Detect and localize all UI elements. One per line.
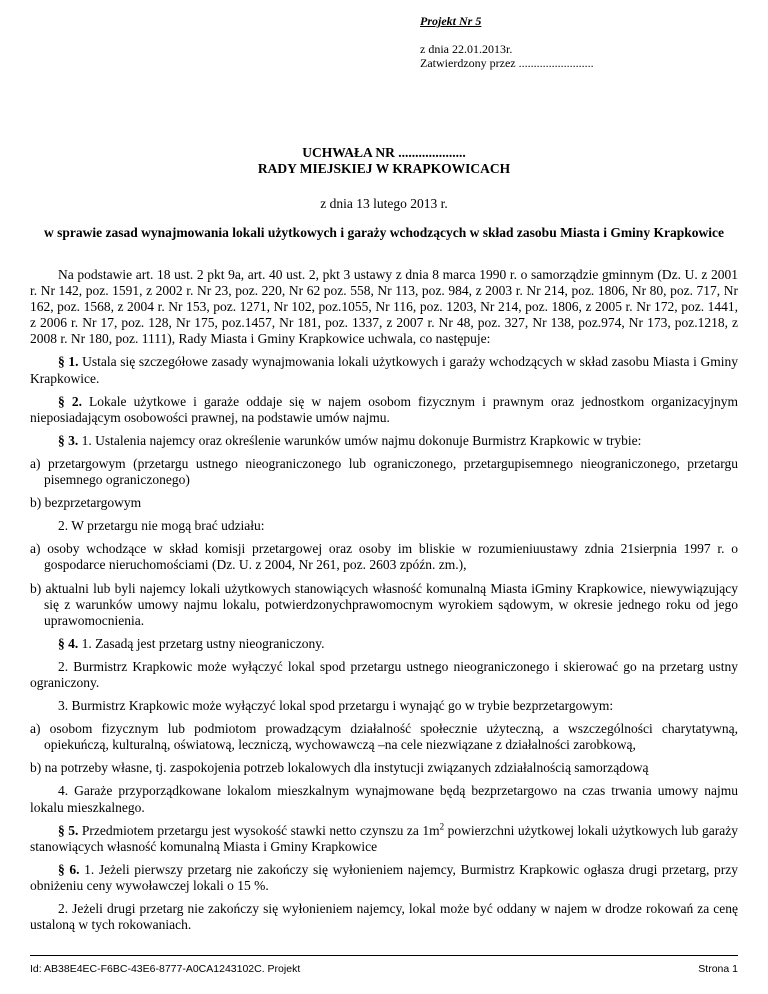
section-4-label: § 4. (58, 635, 79, 651)
section-5-superscript: 2 (439, 821, 445, 832)
resolution-date: z dnia 13 lutego 2013 r. (320, 196, 448, 211)
title-line-1: UCHWAŁA NR .................... (302, 145, 466, 160)
section-1-label: § 1. (58, 354, 79, 370)
section-4-item-2: 2. Burmistrz Krapkowic może wyłączyć lokal spod przetargu ustnego nieograniczonego i skierować go na przetarg ustny ograniczony. (30, 658, 738, 690)
section-6-label: § 6. (58, 861, 80, 877)
project-label: Projekt Nr 5 (420, 14, 482, 28)
section-3 (30, 433, 738, 449)
section-6-text: 1. Jeżeli pierwszy przetarg nie zakończy się wyłonieniem najemcy, Burmistrz Krapkowic ogłasza drugi przetarg, przy obniżeniu ceny wywoławczej lokali o 15 %. (30, 861, 739, 893)
section-2-text: Lokale użytkowe i garaże oddaje się w najem osobom fizycznym i prawnym oraz jednostkom organizacyjnym nieposiadającym osobowości prawnej, na podstawie umów najmu. (30, 393, 739, 425)
title-line-2: RADY MIEJSKIEJ W KRAPKOWICACH (257, 161, 511, 176)
section-5-text-b: powierzchni użytkowej lokali użytkowych lub garaży stanowiących własność komunalną Miasta i Gminy Krapkowice (30, 822, 739, 854)
section-4-text: 1. Zasadą jest przetarg ustny nieograniczony. (81, 635, 325, 651)
preamble: Na podstawie art. 18 ust. 2 pkt 9a, art. 40 ust. 2, pkt 3 ustawy z dnia 8 marca 1990 r. o samorządzie gminnym (Dz. U. z 2001 r. Nr 142, poz. 1591, z 2002 r. Nr 23, poz. 220, Nr 62 poz. 558, Nr 113, poz. 984, z 2003 r. Nr 214, poz. 1806, Nr 80, poz. 717, Nr 162, poz. 1568, z 2004 r. Nr 153, poz. 1271, Nr 102, poz.1055, Nr 116, poz. 1203, Nr 214, poz. 1806, z 2005 r. Nr 172, poz. 1441, z 2006 r. Nr 17, poz. 128, Nr 175, poz.1457, Nr 181, poz. 1337, z 2007 r. Nr 48, poz. 327, Nr 138, poz.974, Nr 173, poz.1218, z 2008 r. Nr 180, poz. 1111), Rady Miasta i Gminy Krapkowice uchwala, co następuje: (30, 267, 738, 347)
page-number: Strona 1 (698, 963, 738, 975)
section-2-label: § 2. (58, 393, 82, 409)
section-3-item-2-point-b: b) aktualni lub byli najemcy lokali użytkowych stanowiących własność komunalną Miasta iGminy Krapkowice, niewywiązujący się z warunków umowy najmu lokalu, potwierdzonychprawomocnym wyrokiem sądowym, w okresie jednego roku od jego uprawomocnienia. (30, 580, 738, 628)
section-3-item-2: 2. W przetargu nie mogą brać udziału: (58, 518, 265, 534)
section-6 (30, 862, 738, 894)
section-2 (30, 394, 738, 426)
section-3-label: § 3. (58, 432, 79, 448)
section-1 (30, 354, 738, 386)
section-4 (30, 636, 738, 652)
section-4-item-3: 3. Burmistrz Krapkowic może wyłączyć lokal spod przetargu i wynająć go w trybie bezprzetargowym: (58, 698, 614, 714)
section-4-item-3-point-b: b) na potrzeby własne, tj. zaspokojenia potrzeb lokalowych dla instytucji związanych zdziałalnością samorządową (30, 760, 649, 776)
section-3-point-b: b) bezprzetargowym (30, 495, 142, 511)
document-id: Id: AB38E4EC-F6BC-43E6-8777-A0CA1243102C. Projekt (30, 963, 301, 975)
section-4-item-3-point-a: a) osobom fizycznym lub podmiotom prowadzącym działalność społecznie użyteczną, a wszczególności charytatywną, opiekuńczą, kulturalną, oświatową, leczniczą, wychowawczą –na cele niezwiązane z działalności zarobkową, (30, 721, 738, 753)
resolution-subject: w sprawie zasad wynajmowania lokali użytkowych i garaży wchodzących w skład zasobu Miasta i Gminy Krapkowice (44, 225, 724, 240)
section-4-item-4: 4. Garaże przyporządkowane lokalom mieszkalnym wynajmowane będą bezprzetargowo na czas trwania umowy najmu lokalu mieszkalnego. (30, 783, 738, 815)
resolution-title (0, 145, 768, 177)
section-5 (30, 823, 738, 855)
section-3-item-2-point-a: a) osoby wchodzące w skład komisji przetargowej oraz osoby im bliskie w rozumieniuustawy zdnia 21sierpnia 1997 r. o gospodarce nieruchomościami (Dz. U. z 2004, Nr 261, poz. 2603 zpóźn. zm.), (30, 541, 738, 573)
document-body (30, 267, 738, 940)
section-5-text-a: Przedmiotem przetargu jest wysokość stawki netto czynszu za 1m (81, 822, 440, 838)
section-3-text: 1. Ustalenia najemcy oraz określenie warunków umów najmu dokonuje Burmistrz Krapkowic w trybie: (81, 432, 642, 448)
section-1-text: Ustala się szczegółowe zasady wynajmowania lokali użytkowych i garaży wchodzących w skład zasobu Miasta i Gminy Krapkowice. (30, 354, 739, 386)
section-3-point-a: a) przetargowym (przetargu ustnego nieograniczonego lub ograniczonego, przetargupisemnego nieograniczonego, przetargu pisemnego ograniczonego) (30, 455, 738, 488)
document-header (420, 14, 594, 70)
section-5-label: § 5. (58, 822, 79, 838)
section-6-item-2: 2. Jeżeli drugi przetarg nie zakończy się wyłonieniem najemcy, lokal może być oddany w najem w drodze rokowań za cenę ustaloną w tych rokowaniach. (30, 901, 738, 933)
project-date: z dnia 22.01.2013r. (420, 42, 513, 56)
footer-divider (30, 955, 738, 956)
approved-by: Zatwierdzony przez ......................... (420, 56, 594, 70)
